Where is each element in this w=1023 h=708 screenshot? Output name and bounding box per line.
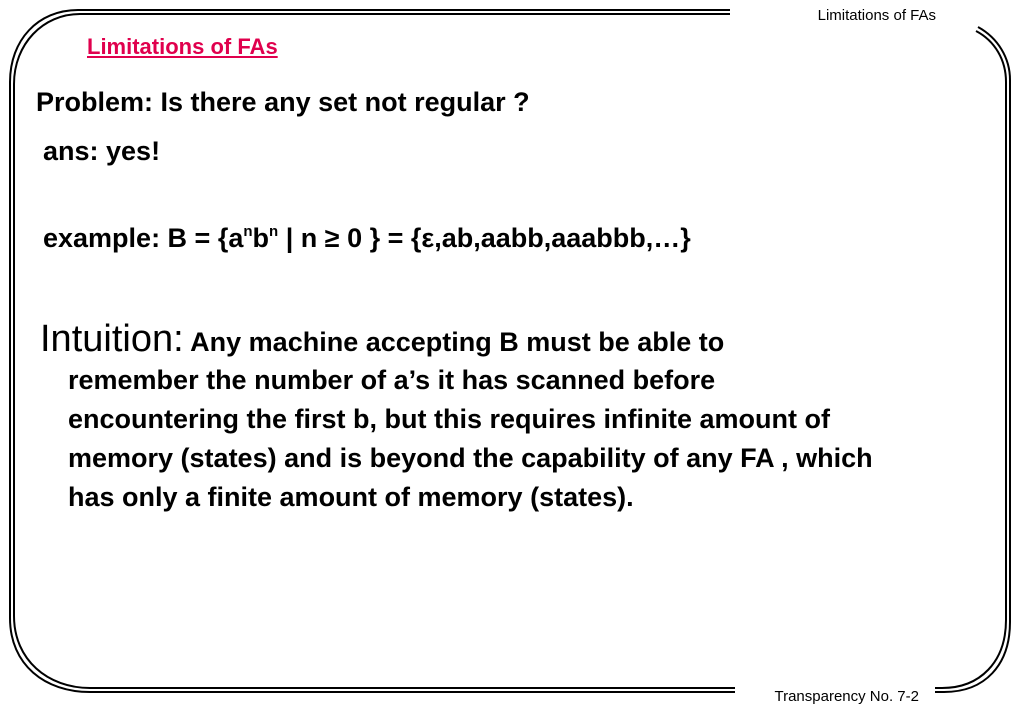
intuition-heading: Intuition:	[40, 318, 184, 360]
example-exponent-b: n	[269, 223, 279, 240]
slide-title: Limitations of FAs	[87, 34, 278, 59]
header-label: Limitations of FAs	[817, 7, 936, 24]
example-b: b	[252, 223, 270, 253]
example-prefix: example: B = {a	[43, 223, 244, 253]
intuition-line: memory (states) and is beyond the capability of any FA , which	[68, 443, 873, 473]
intuition-lead: Any machine accepting B must be able to	[183, 327, 725, 357]
intuition-first-line	[40, 318, 1015, 361]
footer-label: Transparency No. 7-2	[774, 688, 919, 705]
intuition-paragraph	[40, 318, 1015, 517]
intuition-line: encountering the first b, but this requires infinite amount of	[68, 404, 831, 434]
intuition-line: has only a finite amount of memory (states).	[68, 482, 634, 512]
example-suffix: | n ≥ 0 } = {ε,ab,aabb,aaabbb,…}	[278, 223, 691, 253]
problem-text: Problem: Is there any set not regular ?	[36, 87, 530, 117]
answer-text: ans: yes!	[43, 136, 161, 166]
intuition-line: remember the number of a’s it has scanned before	[68, 365, 716, 395]
example-exponent-a: n	[243, 223, 253, 240]
example-text	[43, 223, 691, 254]
